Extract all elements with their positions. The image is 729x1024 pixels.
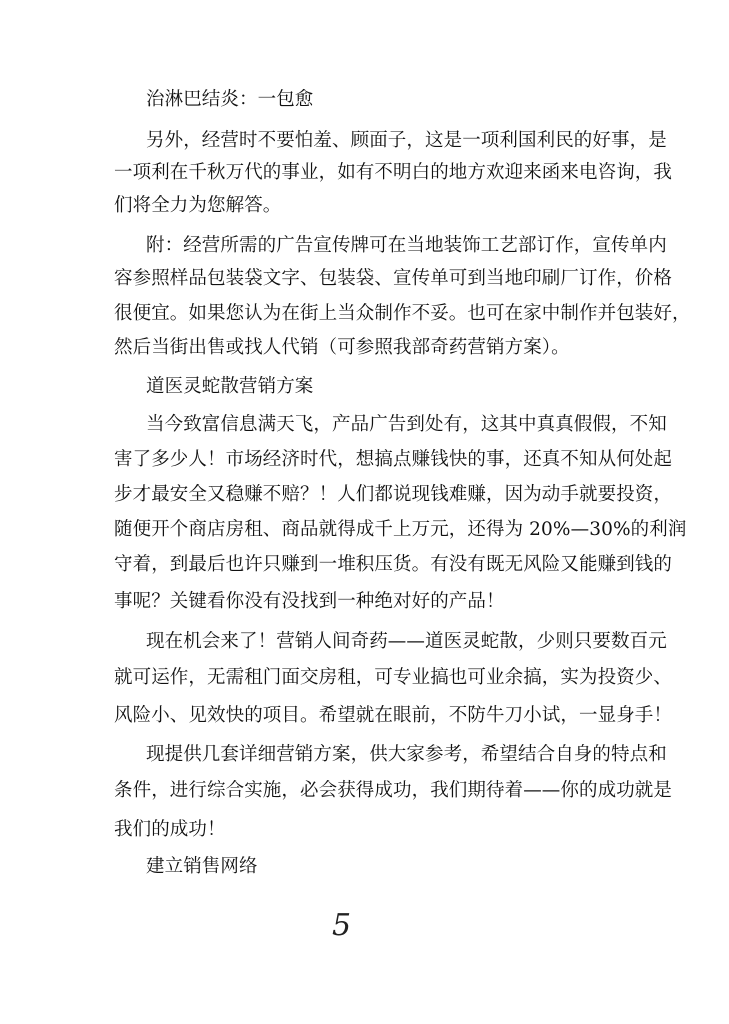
section-heading-sales-network: 建立销售网络 — [146, 856, 258, 877]
paragraph-line: 风险小、见效快的项目。希望就在眼前，不防牛刀小试，一显身手！ — [114, 705, 673, 726]
paragraph-line: 事呢？关键看你没有没找到一种绝对好的产品！ — [114, 591, 505, 612]
paragraph-line: 现在机会来了！营销人间奇药——道医灵蛇散，少则只要数百元 — [146, 631, 667, 652]
paragraph-line: 一项利在千秋万代的事业，如有不明白的地方欢迎来函来电咨询，我 — [114, 162, 673, 183]
paragraph-line: 现提供几套详细营销方案，供大家参考，希望结合自身的特点和 — [146, 744, 667, 765]
page-number: 5 — [332, 908, 352, 943]
paragraph-line: 就可运作，无需租门面交房租，可专业搞也可业余搞，实为投资少、 — [114, 667, 673, 688]
paragraph-line: 守着，到最后也许只赚到一堆积压货。有没有既无风险又能赚到钱的 — [114, 554, 673, 575]
paragraph-line: 步才最安全又稳赚不赔？！人们都说现钱难赚，因为动手就要投资， — [114, 484, 673, 505]
paragraph-line: 们将全力为您解答。 — [114, 195, 282, 216]
paragraph-line: 当今致富信息满天飞，产品广告到处有，这其中真真假假，不知 — [146, 414, 667, 435]
paragraph-line: 然后当街出售或找人代销（可参照我部奇药营销方案）。 — [114, 337, 570, 358]
heading-lymph-remedy: 治淋巴结炎：一包愈 — [146, 89, 314, 110]
paragraph-line: 另外，经营时不要怕羞、顾面子，这是一项利国利民的好事，是 — [146, 130, 667, 151]
paragraph-line: 条件，进行综合实施，必会获得成功，我们期待着——你的成功就是 — [114, 780, 673, 801]
paragraph-line: 附：经营所需的广告宣传牌可在当地装饰工艺部订作，宣传单内 — [146, 235, 667, 256]
paragraph-line: 害了多少人！市场经济时代，想搞点赚钱快的事，还真不知从何处起 — [114, 449, 673, 470]
paragraph-line: 容参照样品包装袋文字、包装袋、宣传单可到当地印刷厂订作，价格 — [114, 268, 673, 289]
section-heading-marketing-plan: 道医灵蛇散营销方案 — [146, 376, 314, 397]
paragraph-line: 我们的成功！ — [114, 819, 226, 840]
paragraph-line: 很便宜。如果您认为在街上当众制作不妥。也可在家中制作并包装好， — [114, 303, 691, 324]
paragraph-line: 随便开个商店房租、商品就得成千上万元，还得为 20%—30%的利润 — [114, 519, 687, 540]
